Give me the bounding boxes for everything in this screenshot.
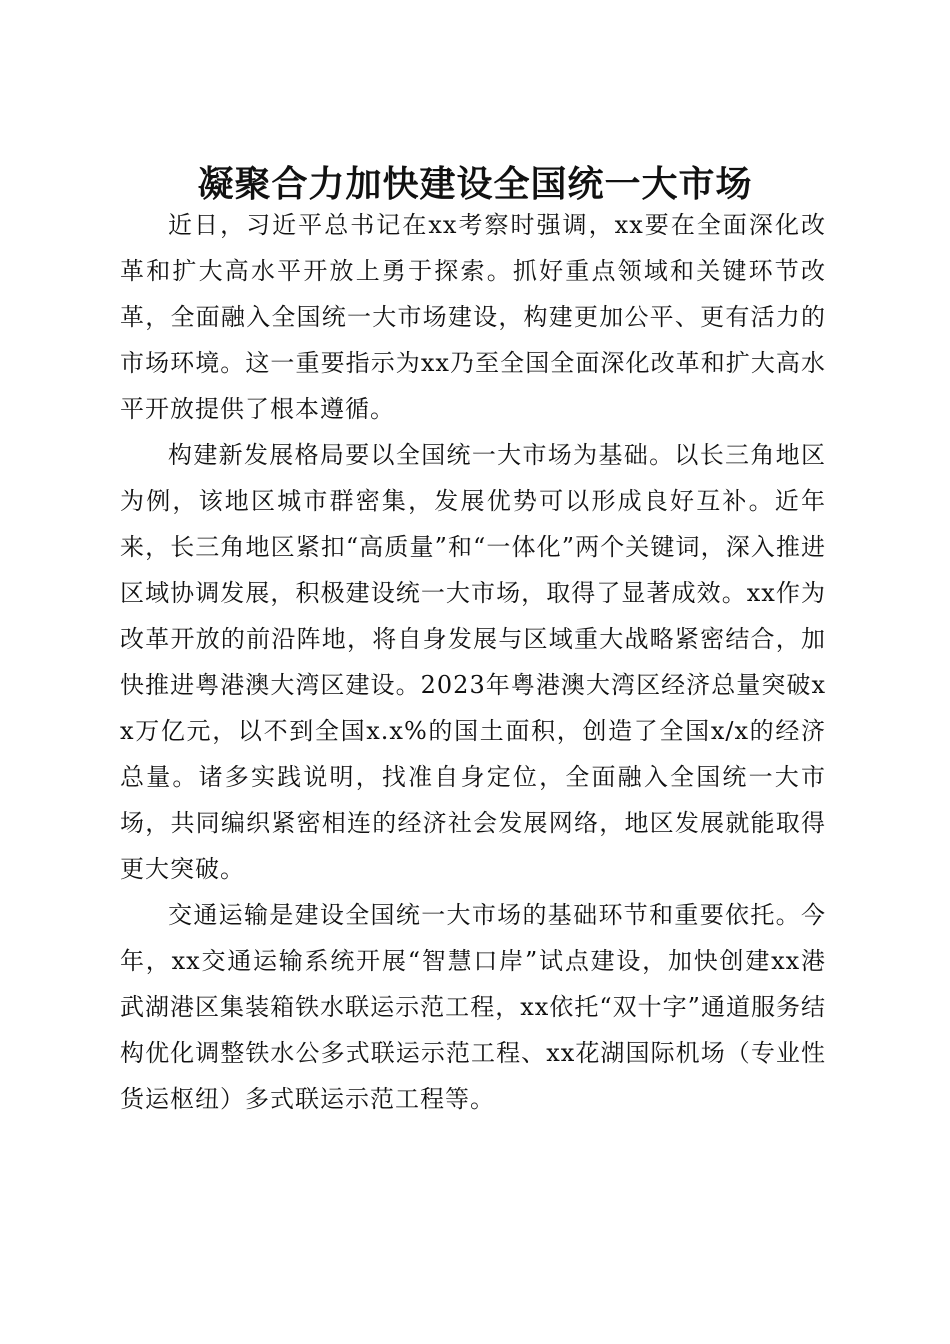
document-body — [120, 202, 826, 1122]
paragraph-3: 交通运输是建设全国统一大市场的基础环节和重要依托。今年，xx交通运输系统开展“智慧口岸”试点建设，加快创建xx港武湖港区集装箱铁水联运示范工程，xx依托“双十字”通道服务结构优化调整铁水公多式联运示范工程、xx花湖国际机场（专业性货运枢纽）多式联运示范工程等。 — [120, 901, 826, 1113]
paragraph-1: 近日，习近平总书记在xx考察时强调，xx要在全面深化改革和扩大高水平开放上勇于探索。抓好重点领域和关键环节改革，全面融入全国统一大市场建设，构建更加公平、更有活力的市场环境。这一重要指示为xx乃至全国全面深化改革和扩大高水平开放提供了根本遵循。 — [120, 211, 826, 423]
paragraph-2: 构建新发展格局要以全国统一大市场为基础。以长三角地区为例，该地区城市群密集，发展优势可以形成良好互补。近年来，长三角地区紧扣“高质量”和“一体化”两个关键词，深入推进区域协调发展，积极建设统一大市场，取得了显著成效。xx作为改革开放的前沿阵地，将自身发展与区域重大战略紧密结合，加快推进粤港澳大湾区建设。2023年粤港澳大湾区经济总量突破xx万亿元，以不到全国x.x%的国土面积，创造了全国x/x的经济总量。诸多实践说明，找准自身定位，全面融入全国统一大市场，共同编织紧密相连的经济社会发展网络，地区发展就能取得更大突破。 — [120, 441, 826, 883]
document-title: 凝聚合力加快建设全国统一大市场 — [197, 163, 753, 206]
